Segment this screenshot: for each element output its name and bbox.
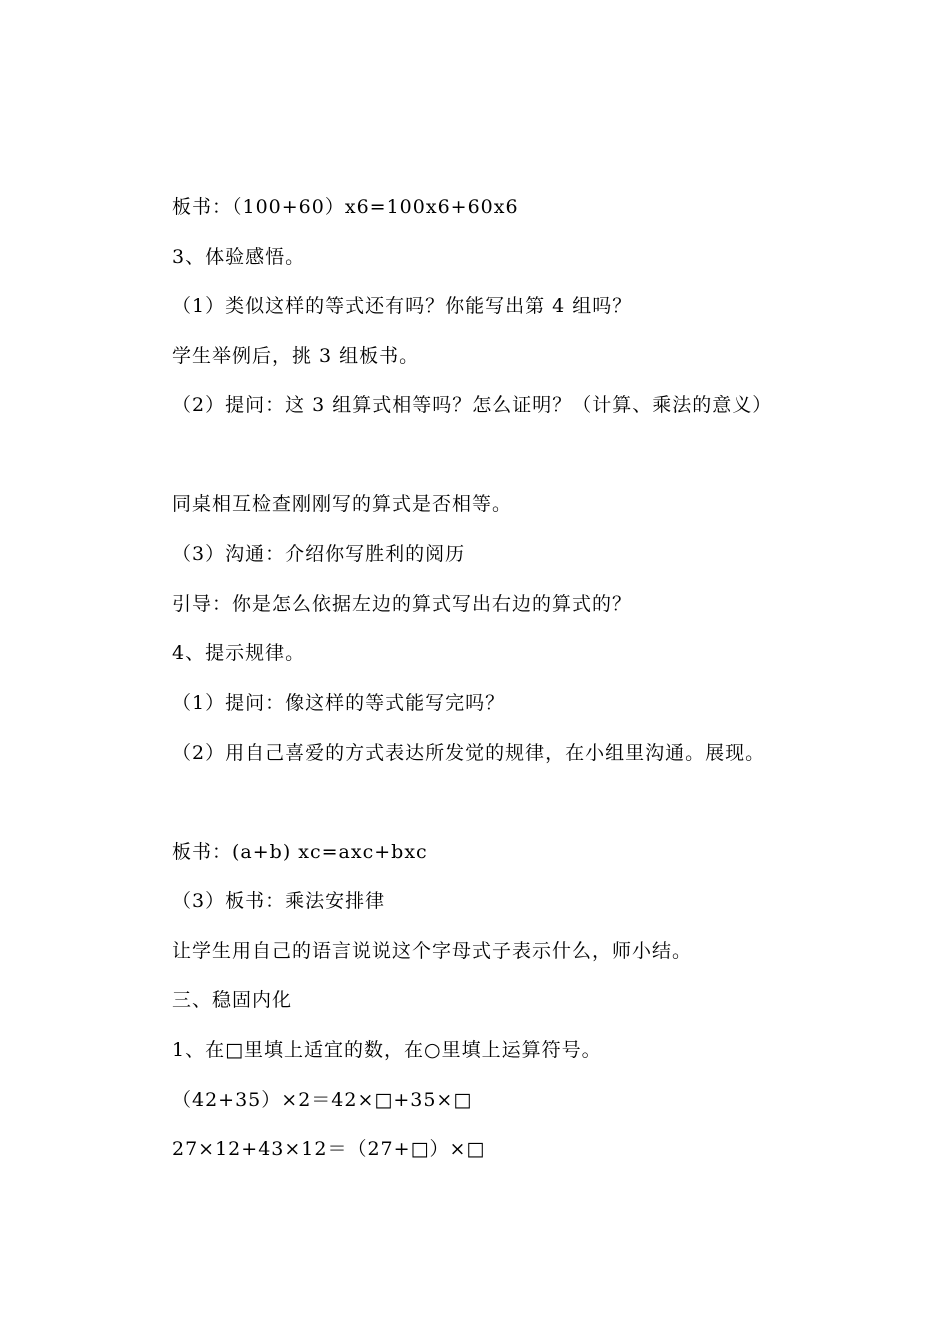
text-line: （3）沟通：介绍你写胜利的阅历 <box>172 543 466 565</box>
text-line: 1、在□里填上适宜的数，在○里填上运算符号。 <box>172 1039 602 1061</box>
text-line: 板书：（100+60）x6=100x6+60x6 <box>172 196 519 218</box>
text-line: 三、稳固内化 <box>172 989 293 1011</box>
text-line: 3、体验感悟。 <box>172 246 306 268</box>
text-line: 引导：你是怎么依据左边的算式写出右边的算式的？ <box>172 593 633 615</box>
text-line: （42+35）×2＝42×□+35×□ <box>172 1089 473 1111</box>
text-line: （1）类似这样的等式还有吗？你能写出第 4 组吗？ <box>172 295 633 317</box>
text-line: （1）提问：像这样的等式能写完吗？ <box>172 692 506 714</box>
text-line: 板书：(a+b) xc=axc+bxc <box>172 841 428 863</box>
text-line: （3）板书：乘法安排律 <box>172 890 386 912</box>
text-line: （2）用自己喜爱的方式表达所发觉的规律，在小组里沟通。展现。 <box>172 742 766 764</box>
text-line: 学生举例后，挑 3 组板书。 <box>172 345 420 367</box>
text-line: 27×12+43×12＝（27+□）×□ <box>172 1138 486 1160</box>
text-line: 同桌相互检查刚刚写的算式是否相等。 <box>172 493 513 515</box>
text-line: （2）提问：这 3 组算式相等吗？怎么证明？（计算、乘法的意义） <box>172 394 773 416</box>
text-line: 4、提示规律。 <box>172 642 306 664</box>
text-line: 让学生用自己的语言说说这个字母式子表示什么，师小结。 <box>172 940 693 962</box>
